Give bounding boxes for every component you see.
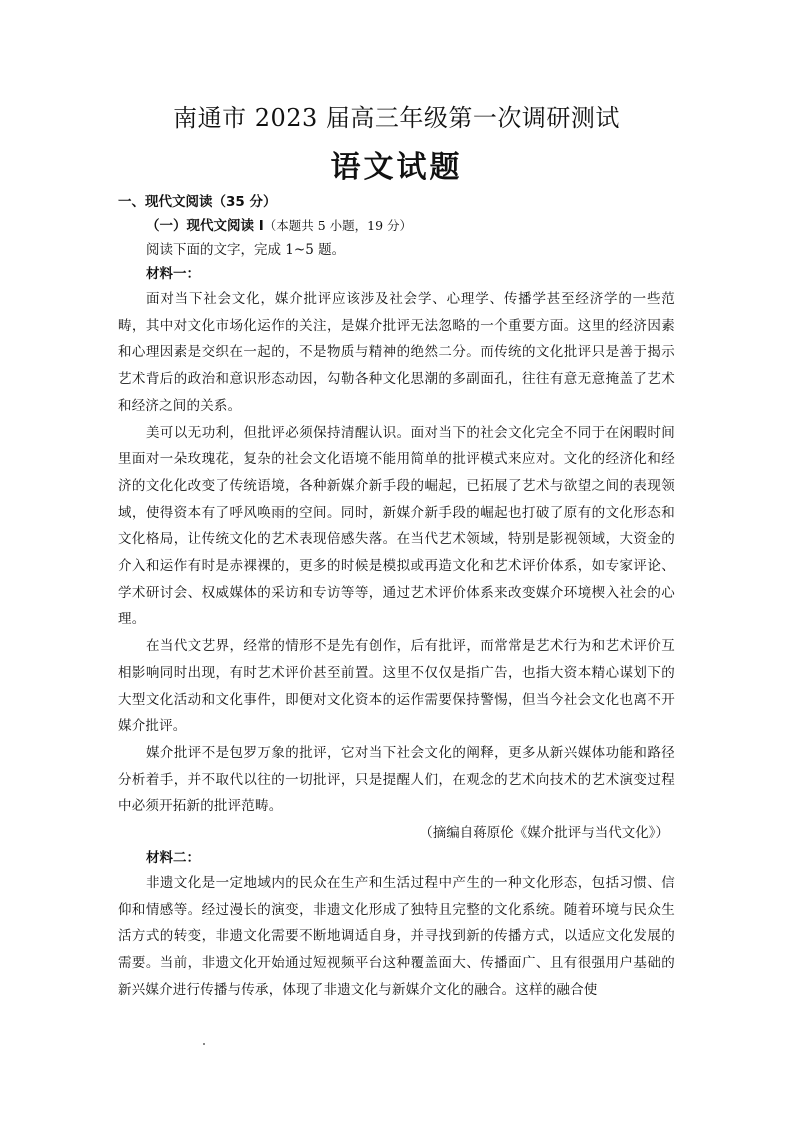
subsection-note: （本题共 5 小题，19 分） [263,218,413,233]
document-body [118,190,675,1004]
exam-subtitle: 语文试题 [330,150,463,185]
reading-instruction: 阅读下面的文字，完成 1~5 题。 [146,242,346,258]
subsection-title: （一）现代文阅读 I [146,218,264,234]
section-heading: 一、现代文阅读（35 分） [118,194,277,210]
exam-title: 南通市 2023 届高三年级第一次调研测试 [173,104,620,132]
material-two-paragraph: 非遗文化是一定地域内的民众在生产和生活过程中产生的一种文化形态，包括习惯、信仰和情感等。经过漫长的演变，非遗文化形成了独特且完整的文化系统。随着环境与民众生活方式的转变，非遗文化需要不断地调适自身，并寻找到新的传播方式，以适应文化发展的需要。当前，非遗文化开始通过短视频平台这种覆盖面大、传播面广、且有很强用户基础的新兴媒介进行传播与传承，体现了非遗文化与新媒介文化的融合。这样的融合使 [118,875,675,998]
scan-dot [203,1043,205,1045]
subsection-heading [118,214,675,238]
material-one-paragraph: 美可以无功利，但批评必须保持清醒认识。面对当下的社会文化完全不同于在闲暇时间里面对一朵玫瑰花，复杂的社会文化语境不能用简单的批评模式来应对。文化的经济化和经济的文化化改变了传统语境，各种新媒介新手段的崛起，已拓展了艺术与欲望之间的表现领域，使得资本有了呼风唤雨的空间。同时，新媒介新手段的崛起也打破了原有的文化形态和文化格局，让传统文化的艺术表现倍感失落。在当代艺术领域，特别是影视领域，大资金的介入和运作有时是赤裸裸的，更多的时候是模拟或再造文化和艺术评价体系，如专家评论、学术研讨会、权威媒体的采访和专访等等，通过艺术评价体系来改变媒介环境楔入社会的心理。 [118,424,675,628]
material-one-source: （摘编自蒋原伦《媒介批评与当代文化》） [419,825,669,842]
material-two-label: 材料二： [146,850,200,867]
material-one-paragraph: 面对当下社会文化，媒介批评应该涉及社会学、心理学、传播学甚至经济学的一些范畴，其中对文化市场化运作的关注，是媒介批评无法忽略的一个重要方面。这里的经济因素和心理因素是交织在一起的，不是物质与精神的绝然二分。而传统的文化批评只是善于揭示艺术背后的政治和意识形态动因，勾勒各种文化思潮的多副面孔，往往有意无意掩盖了艺术和经济之间的关系。 [118,291,675,414]
material-one-paragraph: 在当代文艺界，经常的情形不是先有创作，后有批评，而常常是艺术行为和艺术评价互相影响同时出现，有时艺术评价甚至前置。这里不仅仅是指广告，也指大资本精心谋划下的大型文化活动和文化事件，即便对文化资本的运作需要保持警惕，但当今社会文化也离不开媒介批评。 [118,638,675,735]
material-one-label: 材料一： [146,266,200,282]
material-one-paragraph: 媒介批评不是包罗万象的批评，它对当下社会文化的阐释，更多从新兴媒体功能和路径分析着手，并不取代以往的一切批评，只是提醒人们，在观念的艺术向技术的艺术演变过程中必须开拓新的批评范畴。 [118,744,675,815]
